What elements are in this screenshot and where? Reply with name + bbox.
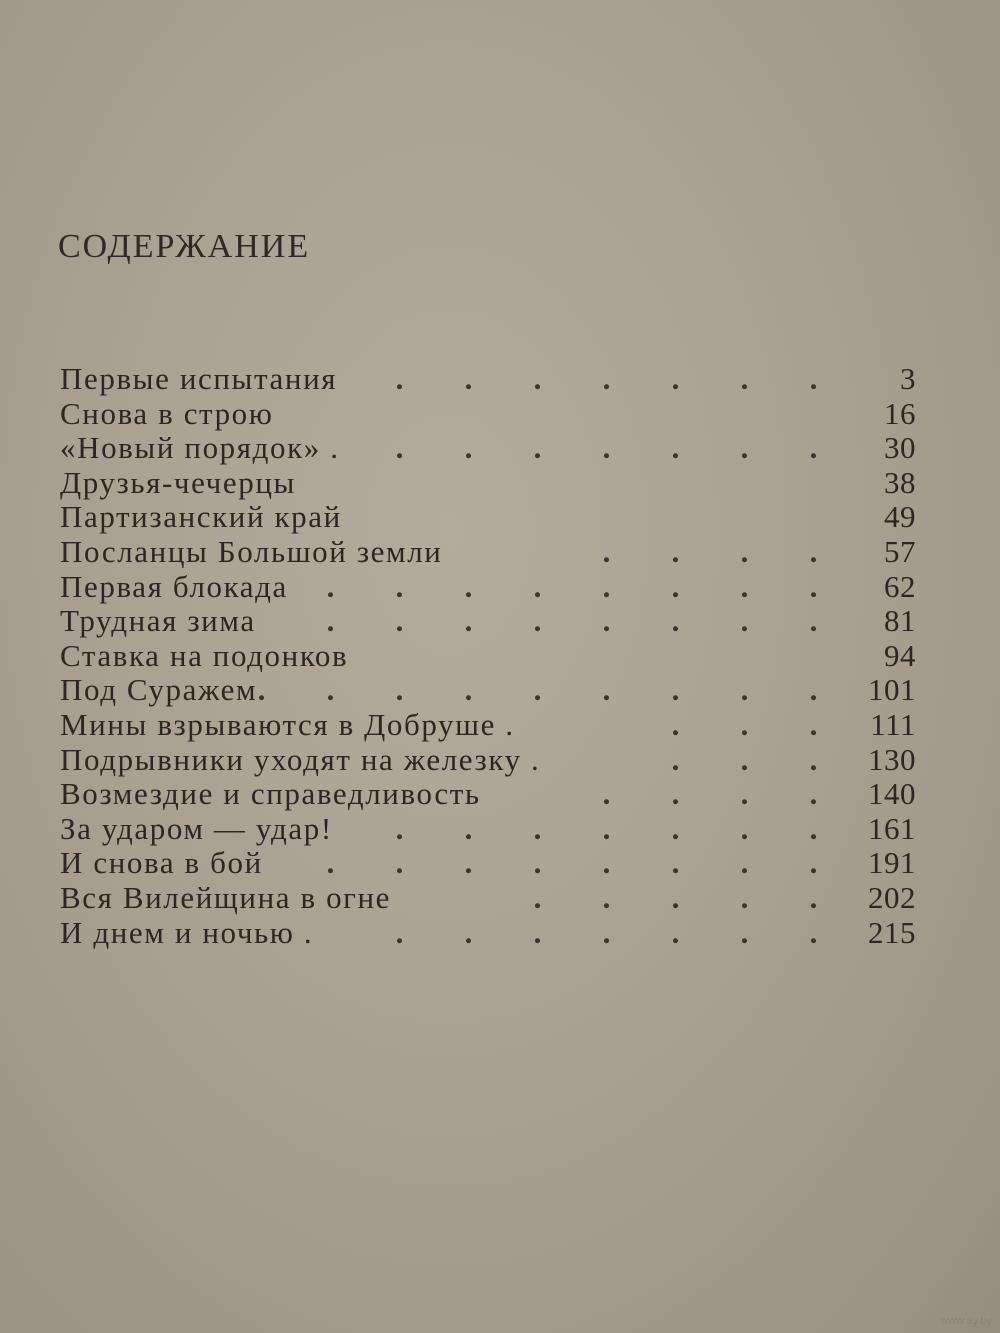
toc-entry [60,639,916,674]
toc-entry-page-number: 38 [884,464,916,500]
leader-dots: ... [671,742,818,777]
toc-entry-title: Друзья-чечерцы [60,464,296,500]
toc-entry-page-number: 49 [884,499,916,535]
leader-dots: ....... [395,431,818,466]
toc-entry-title: Партизанский край [60,499,342,535]
toc-entry-page-number: 111 [870,706,916,742]
leader-dots: ....... [395,915,818,950]
toc-entry [60,743,916,778]
toc-entry-page-number: 16 [884,395,916,431]
leader-dots: ........ [326,846,818,881]
toc-entry-title: Вся Вилейщина в огне [60,879,392,915]
leader-dots: ........ [326,604,818,639]
toc-entry-page-number: 62 [884,568,916,604]
toc-entry [60,708,916,743]
leader-dots: ... [671,707,818,742]
site-watermark: www.ay.by [940,1315,992,1327]
toc-entry-page-number: 30 [884,430,916,466]
toc-entry-title: Снова в строю [60,395,274,431]
toc-entry-title: За ударом — удар! [60,810,333,846]
toc-entry [60,535,916,570]
toc-entry-page-number: 3 [900,361,916,396]
toc-entry-page-number: 140 [868,776,916,812]
toc-entry-page-number: 130 [868,741,916,777]
leader-dots: ....... [395,362,818,396]
toc-entry [60,812,916,847]
toc-entry-title: Возмездие и справедливость [60,776,481,812]
toc-entry-title: Первые испытания [60,361,338,396]
toc-entry-title: И снова в бой [60,845,263,881]
leader-dots: ....... [395,811,818,846]
toc-entry-title: «Новый порядок» . [60,430,340,466]
toc-entry-title: Мины взрываются в Добруше . [60,706,515,742]
toc-entry [60,570,916,605]
toc-entry-page-number: 191 [868,845,916,881]
toc-entry-title: Под Суражем [60,672,258,708]
toc-entry [60,500,916,535]
toc-entry-title: Подрывники уходят на железку . [60,741,541,777]
page-title: СОДЕРЖАНИЕ [58,228,311,265]
toc-entry-page-number: 81 [884,603,916,639]
toc-entry [60,604,916,639]
leader-dots: ........ [326,569,818,604]
toc-entry [60,362,916,397]
toc-entry [60,846,916,881]
toc-entry [60,881,916,916]
leader-dots: .... [602,534,818,569]
toc-entry [60,466,916,501]
toc-entry [60,777,916,812]
toc-entry-page-number: 101 [868,672,916,708]
toc-entry-title: Первая блокада [60,568,288,604]
toc-entry-page-number: 161 [868,810,916,846]
toc-entry-title: Посланцы Большой земли [60,533,443,569]
toc-entry-title: Ставка на подонков [60,637,349,673]
toc-entry-page-number: 202 [868,879,916,915]
toc-entry [60,916,916,951]
toc-entry-title: Трудная зима [60,603,256,639]
toc-entry-page-number: 215 [868,914,916,950]
leader-dots: ......... [257,673,818,708]
toc-entry-title: И днем и ночью . [60,914,314,950]
toc-entry-page-number: 94 [884,637,916,673]
toc-entry [60,397,916,432]
table-of-contents [60,362,916,950]
toc-entry [60,431,916,466]
leader-dots: .... [602,777,818,812]
leader-dots: ..... [533,880,818,915]
toc-entry [60,673,916,708]
toc-entry-page-number: 57 [884,533,916,569]
